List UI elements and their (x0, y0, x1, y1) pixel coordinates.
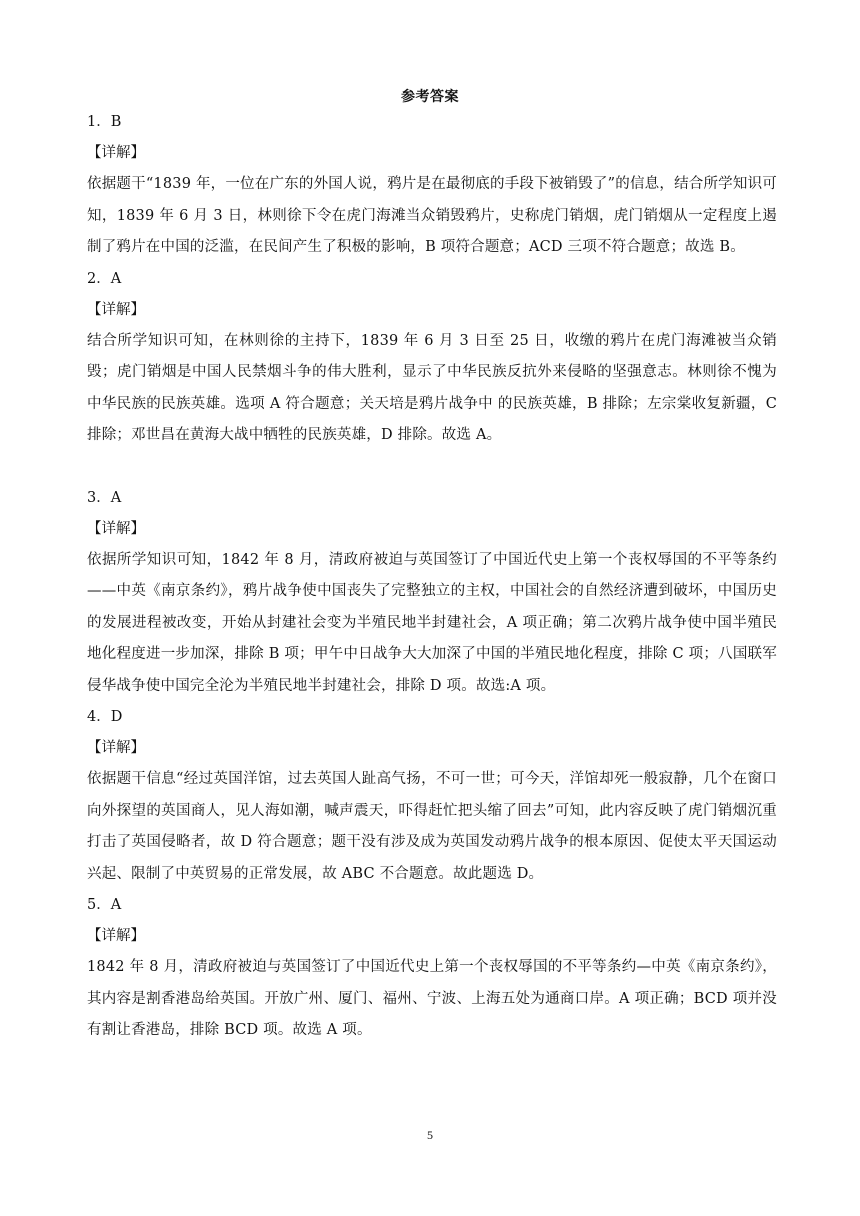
answer-item-3 (87, 483, 777, 703)
blank-line (87, 452, 777, 483)
page-title: 参考答案 (401, 89, 459, 105)
question-number: 1．B (87, 114, 122, 130)
answer-item-4 (87, 702, 777, 890)
answer-explanation: 结合所学知识可知，在林则徐的主持下，1839 年 6 月 3 日至 25 日，收缴的鸦片在虎门海滩被当众销毁；虎门销烟是中国人民禁烟斗争的伟大胜利，显示了中华民族反抗外来侵略的坚强意志。林则徐不愧为中华民族的民族英雄。选项 A 符合题意；关天培是鸦片战争中 的民族英雄，B 排除；左宗棠收复新疆，C 排除；邓世昌在黄海大战中牺牲的民族英雄，D 排除。故选 A。 (87, 332, 777, 443)
answer-explanation: 依据题干信息“经过英国洋馆，过去英国人趾高气扬，不可一世；可今天，洋馆却死一般寂静，几个在窗口向外探望的英国商人，见人海如潮，喊声震天，吓得赶忙把头缩了回去”可知，此内容反映了虎门销烟沉重打击了英国侵略者，故 D 符合题意；题干没有涉及成为英国发动鸦片战争的根本原因、促使太平天国运动兴起、限制了中英贸易的正常发展，故 ABC 不合题意。故此题选 D。 (87, 771, 777, 882)
detail-tag: 【详解】 (87, 520, 145, 537)
answer-explanation: 依据题干“1839 年，一位在广东的外国人说，鸦片是在最彻底的手段下被销毁了”的信息，结合所学知识可知，1839 年 6 月 3 日，林则徐下令在虎门海滩当众销毁鸦片，史称虎门销烟，虎门销烟从一定程度上遏制了鸦片在中国的泛滥，在民间产生了积极的影响，B 项符合题意；ACD 三项不符合题意；故选 B。 (87, 176, 777, 255)
answer-explanation: 依据所学知识可知，1842 年 8 月，清政府被迫与英国签订了中国近代史上第一个丧权辱国的不平等条约——中英《南京条约》，鸦片战争使中国丧失了完整独立的主权，中国社会的自然经济遭到破坏，中国历史的发展进程被改变，开始从封建社会变为半殖民地半封建社会，A 项正确；第二次鸦片战争使中国半殖民地化程度进一步加深，排除 B 项；甲午中日战争大大加深了中国的半殖民地化程度，排除 C 项；八国联军侵华战争使中国完全沦为半殖民地半封建社会，排除 D 项。故选:A 项。 (87, 551, 777, 694)
detail-tag: 【详解】 (87, 740, 145, 756)
detail-tag: 【详解】 (87, 145, 145, 161)
page-number: 5 (427, 1128, 433, 1142)
question-number: 4．D (87, 709, 123, 725)
question-number: 2．A (87, 270, 122, 287)
question-number: 3．A (87, 489, 122, 506)
answer-list (87, 107, 777, 1047)
answer-item-1 (87, 107, 777, 264)
detail-tag: 【详解】 (87, 301, 145, 318)
question-number: 5．A (87, 897, 122, 913)
answer-item-2 (87, 264, 777, 452)
answer-item-5 (87, 890, 777, 1047)
detail-tag: 【详解】 (87, 928, 145, 944)
answer-explanation: 1842 年 8 月，清政府被迫与英国签订了中国近代史上第一个丧权辱国的不平等条约—中英《南京条约》，其内容是割香港岛给英国。开放广州、厦门、福州、宁波、上海五处为通商口岸。A 项正确；BCD 项并没有割让香港岛，排除 BCD 项。故选 A 项。 (87, 959, 777, 1038)
